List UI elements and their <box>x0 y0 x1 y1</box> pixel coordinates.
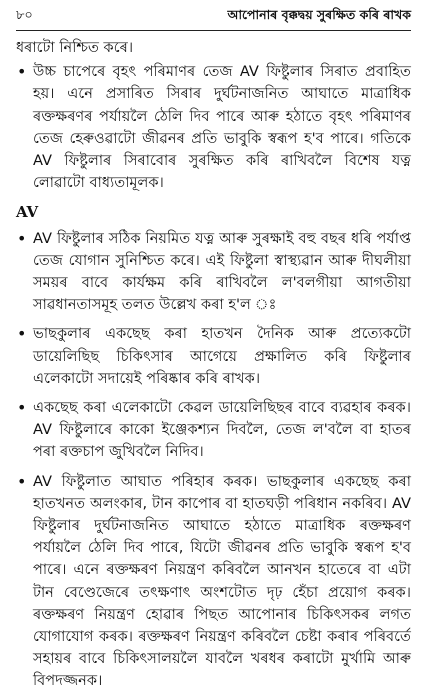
list-item: • উচ্চ চাপেৰে বৃহৎ পৰিমাণৰ তেজ AV ফিষ্টুলাৰ সিৰাত প্ৰবাহিত হয়। এনে প্ৰসাৰিত সিৰাৰ দুৰ্ঘটনাজনিত আঘাতে মাত্ৰাধিক ৰক্তক্ষৰণৰ পৰ্যায়লৈ ঠেলি দিব পাৰে আৰু হঠাতে বৃহৎ পৰিমাণৰ তেজ হেৰুওৱাটো জীৱনৰ প্ৰতি ভাবুকি স্বৰূপ হ'ব পাৰে। গতিকে AV ফিষ্টুলাৰ সিৰাবোৰ সুৰক্ষিত কৰি ৰাখিবলৈ বিশেষ যত্ন লোৱাটো বাধ্যতামূলক। <box>16 61 411 194</box>
list-item: • AV ফিষ্টুলাৰ সঠিক নিয়মিত যত্ন আৰু সুৰক্ষাই বহু বছৰ ধৰি পৰ্যাপ্ত তেজ যোগান সুনিশ্চিত কৰে। এই ফিষ্টুলা স্বাস্থ্যৱান আৰু দীঘলীয়া সময়ৰ বাবে কাৰ্যক্ষম কৰি ৰাখিবলৈ ল'বলগীয়া আগতীয়া সাৱধানতাসমূহ তলত উল্লেখ কৰা হ'ল ঃ <box>16 228 411 317</box>
page-header <box>16 6 411 31</box>
list-item: • AV ফিষ্টুলাত আঘাত পৰিহাৰ কৰক। ভাছকুলাৰ একছেছ কৰা হাতখনত অলংকাৰ, টান কাপোৰ বা হাতঘড়ী পৰিধান নকৰিব। AV ফিষ্টুলাৰ দুৰ্ঘটনাজনিত আঘাতে হঠাতে মাত্ৰাধিক ৰক্তক্ষৰণ পৰ্যায়লৈ ঠেলি দিব পাৰে, যিটো জীৱনৰ প্ৰতি ভাবুকি স্বৰূপ হ'ব পাৰে। এনে ৰক্তক্ষৰণ নিয়ন্ত্ৰণ কৰিবলৈ আনখন হাতেৰে বা এটা টান বেণ্ডেজেৰে তৎক্ষণাৎ অংশটোত দৃঢ় হেঁচা প্ৰয়োগ কৰক। ৰক্তক্ষৰণ নিয়ন্ত্ৰণ হোৱাৰ পিছত আপোনাৰ চিকিৎসকৰ লগত যোগাযোগ কৰক। ৰক্তক্ষৰণ নিয়ন্ত্ৰণ কৰিবলৈ চেষ্টা কৰাৰ পৰিবৰ্তে সহায়ৰ বাবে চিকিৎসালয়লৈ যাবলৈ খৰধৰ কৰাটো মুৰ্খামি আৰু বিপদজ্জনক। <box>16 471 411 693</box>
list-item: • একছেছ কৰা এলেকাটো কেৱল ডায়েলিছিছৰ বাবে ব্যৱহাৰ কৰক। AV ফিষ্টুলাৰে কাকো ইঞ্জেকশ্যন দিবলৈ, তেজ ল'বলৈ বা হাতৰ পৰা ৰক্তচাপ জুখিবলৈ নিদিব। <box>16 397 411 464</box>
section-heading: AV <box>16 203 39 222</box>
bullet-list-bottom <box>16 228 411 693</box>
bullet-list-top <box>16 61 411 194</box>
body-text <box>16 37 411 693</box>
running-title: আপোনাৰ বৃক্কদ্বয় সুৰক্ষিত কৰি ৰাখক <box>227 7 411 22</box>
list-item: • ভাছকুলাৰ একছেছ কৰা হাতখন দৈনিক আৰু প্ৰত্যেকটো ডায়েলিছিছ চিকিৎসাৰ আগেয়ে প্ৰক্ষালিত কৰি ফিষ্টুলাৰ এলেকাটো সদায়েই পৰিষ্কাৰ কৰি ৰাখক। <box>16 323 411 390</box>
lead-paragraph: ধৰাটো নিশ্চিত কৰে। <box>16 39 134 56</box>
page-number: ৮০ <box>16 8 33 23</box>
